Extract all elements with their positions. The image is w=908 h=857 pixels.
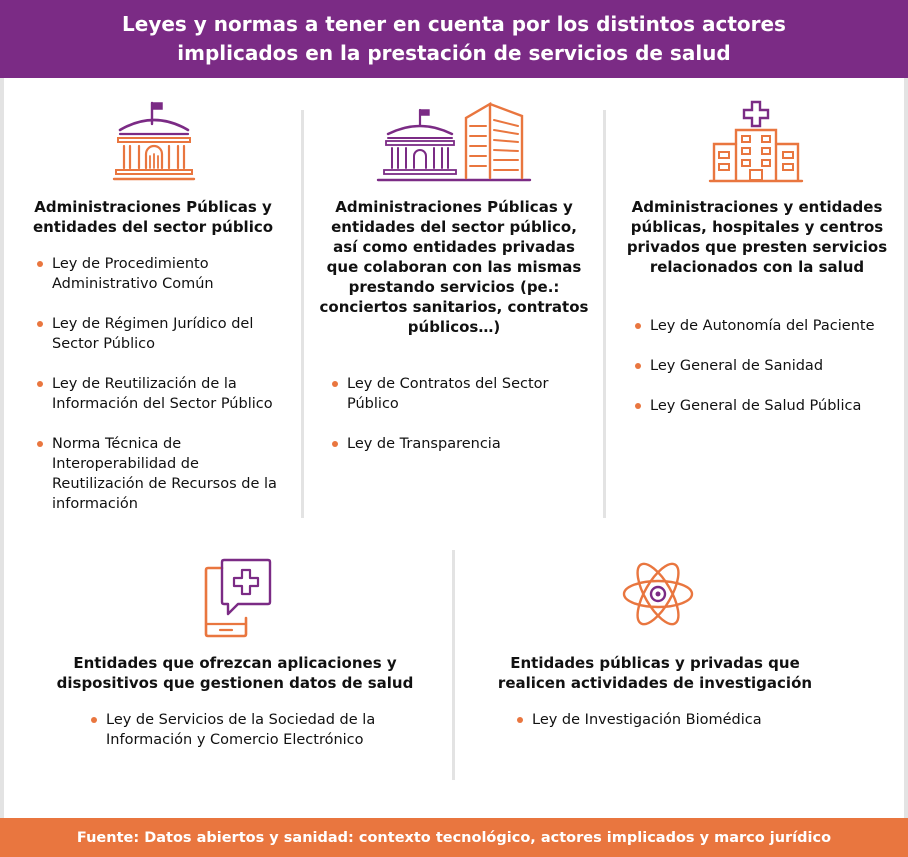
atom-icon xyxy=(618,552,698,636)
actor-title-line: Administraciones Públicas y xyxy=(335,198,573,216)
law-item: Ley General de Sanidad xyxy=(634,356,894,376)
actor-title-line: relacionados con la salud xyxy=(649,258,865,276)
actor-title-line: públicos…) xyxy=(407,318,501,336)
actor-title-line: Entidades públicas y privadas que xyxy=(510,654,800,672)
actor-title xyxy=(480,653,830,693)
source-text: Fuente: Datos abiertos y sanidad: contexto tecnológico, actores implicados y marco jurídico xyxy=(76,829,832,846)
header-title-line-1: Leyes y normas a tener en cuenta por los distintos actores xyxy=(122,12,786,36)
law-item: Ley de Servicios de la Sociedad de la Información y Comercio Electrónico xyxy=(90,710,390,750)
building-and-office-tower-icon xyxy=(374,96,534,186)
law-list xyxy=(634,316,894,416)
law-list xyxy=(516,710,816,730)
hospital-icon xyxy=(708,98,804,184)
law-item: Ley de Procedimiento Administrativo Común xyxy=(36,254,292,294)
actor-title-line: dispositivos que gestionen datos de salud xyxy=(56,674,414,692)
government-building-icon xyxy=(112,100,196,184)
law-item: Ley de Autonomía del Paciente xyxy=(634,316,894,336)
law-list xyxy=(36,254,292,514)
divider-1 xyxy=(301,110,304,518)
actor-title-line: realicen actividades de investigación xyxy=(497,674,813,692)
actor-title-line: prestando servicios (pe.: xyxy=(348,278,560,296)
actor-title-line: Administraciones Públicas y xyxy=(34,198,272,216)
law-list xyxy=(331,374,579,454)
actor-title-line: entidades del sector público xyxy=(32,218,274,236)
actor-title xyxy=(50,653,420,693)
law-item: Norma Técnica de Interoperabilidad de Reutilización de Recursos de la información xyxy=(36,434,292,514)
divider-2 xyxy=(603,110,606,518)
law-item: Ley de Contratos del Sector Público xyxy=(331,374,579,414)
left-border xyxy=(0,78,4,818)
law-item: Ley de Investigación Biomédica xyxy=(516,710,816,730)
actor-title-line: conciertos sanitarios, contratos xyxy=(319,298,589,316)
actor-title xyxy=(316,197,592,337)
mobile-health-icon xyxy=(202,554,274,640)
header-banner xyxy=(0,0,908,78)
law-item: Ley de Transparencia xyxy=(331,434,579,454)
actor-title-line: públicas, hospitales y centros xyxy=(630,218,884,236)
actor-title-line: Entidades que ofrezcan aplicaciones y xyxy=(73,654,397,672)
law-item: Ley General de Salud Pública xyxy=(634,396,894,416)
source-footer xyxy=(0,818,908,857)
actor-title xyxy=(618,197,896,277)
actor-title xyxy=(20,197,286,237)
law-list xyxy=(90,710,390,750)
actor-title-line: así como entidades privadas xyxy=(333,238,575,256)
actor-title-line: que colaboran con las mismas xyxy=(326,258,582,276)
actor-title-line: privados que presten servicios xyxy=(626,238,888,256)
law-item: Ley de Régimen Jurídico del Sector Público xyxy=(36,314,292,354)
law-item: Ley de Reutilización de la Información del Sector Público xyxy=(36,374,292,414)
actor-title-line: entidades del sector público, xyxy=(331,218,577,236)
actor-title-line: Administraciones y entidades xyxy=(631,198,883,216)
right-border xyxy=(904,78,908,818)
divider-3 xyxy=(452,550,455,780)
header-title-line-2: implicados en la prestación de servicios de salud xyxy=(177,41,731,65)
